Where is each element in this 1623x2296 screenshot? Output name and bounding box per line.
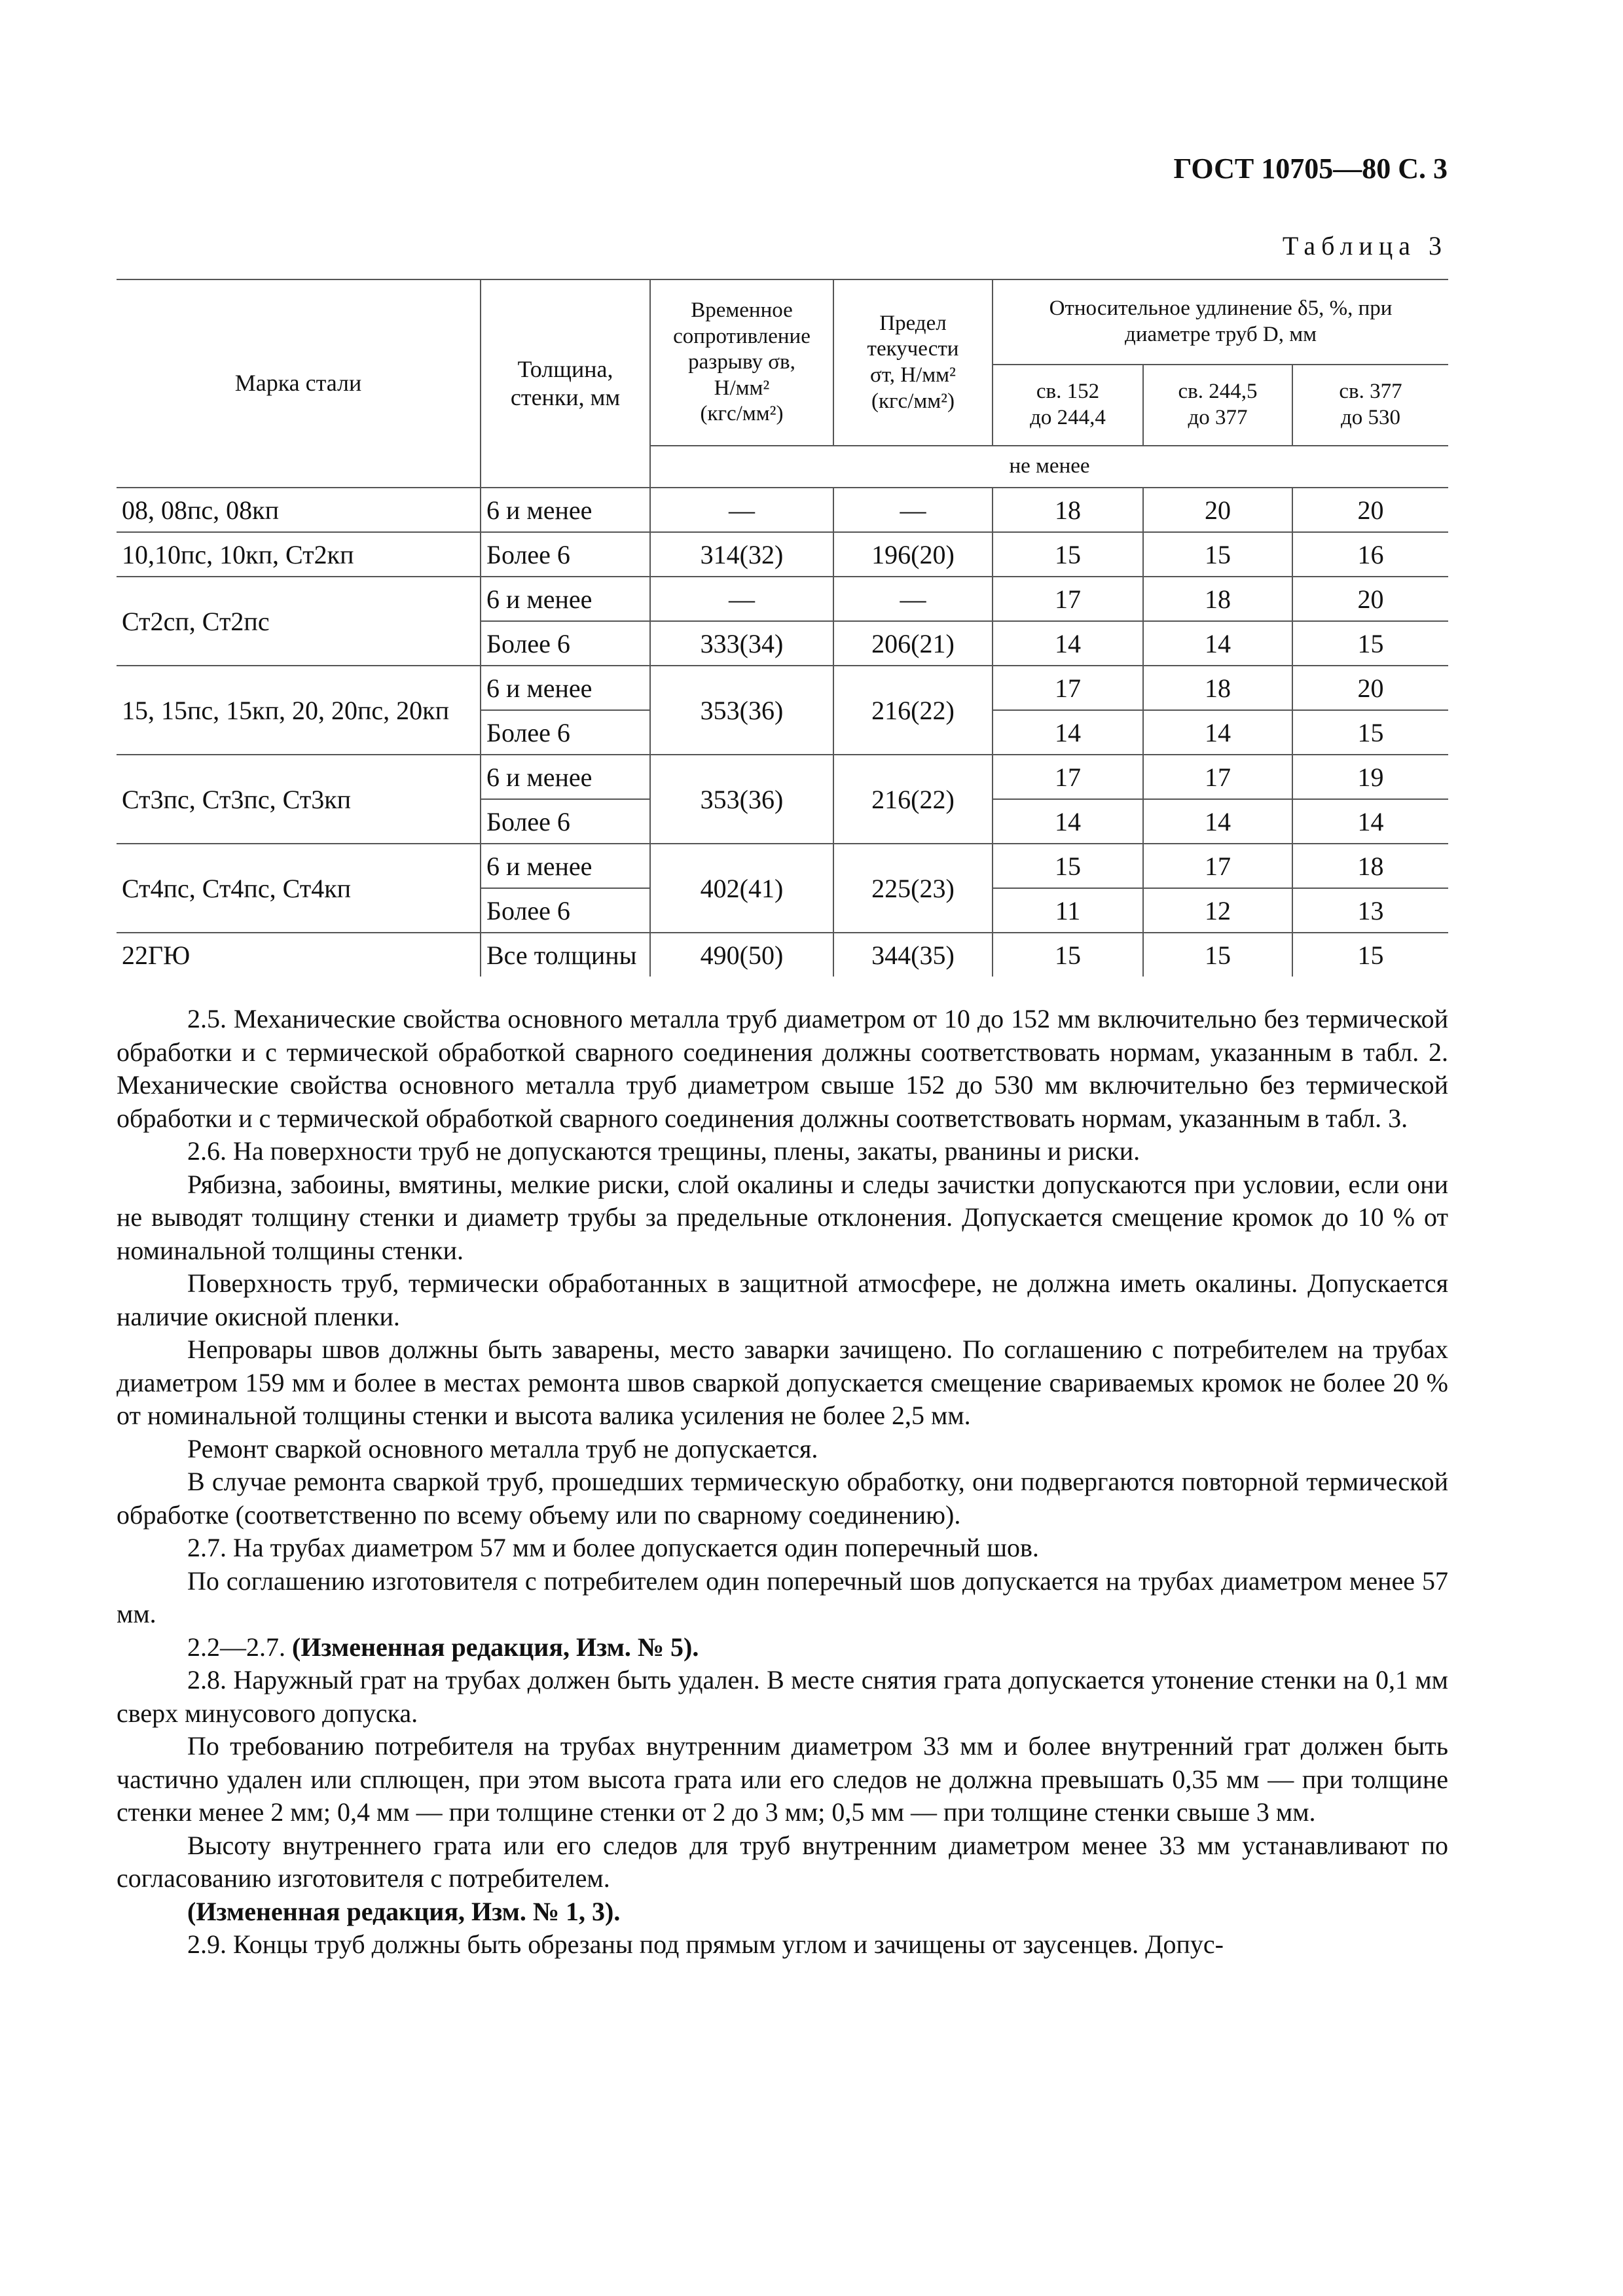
table-row [117, 532, 1448, 577]
cell-grade: 08, 08пс, 08кп [117, 488, 481, 532]
header-yield-strength: Предел текучести σт, Н/мм² (кгс/мм²) [833, 279, 993, 446]
table-row [117, 488, 1448, 532]
cell-elongation-3: 14 [1292, 799, 1448, 844]
cell-tensile: — [650, 577, 833, 621]
paragraph: 2.6. На поверхности труб не допускаются трещины, плены, закаты, рванины и риски. [187, 1136, 1140, 1166]
cell-thickness: 6 и менее [481, 755, 650, 799]
paragraph: 2.8. Наружный грат на трубах должен быть удален. В месте снятия грата допускается утонение стенки на 0,1 мм сверх минусового допуска. [117, 1665, 1448, 1728]
cell-elongation-1: 17 [993, 577, 1143, 621]
cell-thickness: Более 6 [481, 532, 650, 577]
cell-thickness: 6 и менее [481, 666, 650, 710]
paragraph: Непровары швов должны быть заварены, место заварки зачищено. По соглашению с потребителем на трубах диаметром 159 мм и более в местах ремонта швов сваркой допускается смещение свариваемых кромок не более 20 % от номинальной толщины стенки и высота валика усиления не более 2,5 мм. [117, 1335, 1448, 1430]
table-row [117, 755, 1448, 799]
paragraph: Рябизна, забоины, вмятины, мелкие риски, слой окалины и следы зачистки допускаются при условии, если они не выводят толщину стенки и диаметр трубы за предельные отклонения. Допускается смещение кромок до 10 % от номинальной толщины стенки. [117, 1169, 1448, 1265]
header-diameter-2: св. 244,5 до 377 [1143, 365, 1292, 446]
cell-elongation-1: 14 [993, 621, 1143, 666]
cell-grade: Ст2сп, Ст2пс [117, 577, 481, 666]
cell-yield: — [833, 488, 993, 532]
cell-yield: 344(35) [833, 933, 993, 977]
cell-elongation-3: 18 [1292, 844, 1448, 888]
cell-tensile: 490(50) [650, 933, 833, 977]
cell-elongation-2: 20 [1143, 488, 1292, 532]
table-caption: Таблица 3 [1282, 231, 1448, 260]
cell-elongation-1: 15 [993, 933, 1143, 977]
cell-elongation-3: 16 [1292, 532, 1448, 577]
cell-tensile: 402(41) [650, 844, 833, 933]
cell-thickness: Более 6 [481, 799, 650, 844]
cell-elongation-3: 15 [1292, 621, 1448, 666]
cell-yield: 196(20) [833, 532, 993, 577]
cell-elongation-1: 17 [993, 755, 1143, 799]
cell-elongation-2: 12 [1143, 888, 1292, 933]
cell-elongation-3: 20 [1292, 666, 1448, 710]
paragraph: 2.9. Концы труб должны быть обрезаны под прямым углом и зачищены от заусенцев. Допус- [187, 1929, 1224, 1959]
cell-elongation-2: 17 [1143, 755, 1292, 799]
cell-elongation-2: 15 [1143, 933, 1292, 977]
cell-tensile: 353(36) [650, 755, 833, 844]
cell-yield: 225(23) [833, 844, 993, 933]
cell-elongation-1: 15 [993, 532, 1143, 577]
cell-grade: 22ГЮ [117, 933, 481, 977]
paragraph: 2.7. На трубах диаметром 57 мм и более допускается один поперечный шов. [187, 1533, 1039, 1562]
cell-grade: 15, 15пс, 15кп, 20, 20пс, 20кп [117, 666, 481, 755]
paragraph: Высоту внутреннего грата или его следов для труб внутренним диаметром менее 33 мм устанавливают по согласованию изготовителя с потребителем. [117, 1830, 1448, 1893]
cell-elongation-3: 13 [1292, 888, 1448, 933]
paragraph: Поверхность труб, термически обработанных в защитной атмосфере, не должна иметь окалины. Допускается наличие окисной пленки. [117, 1268, 1448, 1331]
mechanical-properties-table [117, 279, 1448, 977]
body-text [117, 1003, 1448, 1962]
amendment-note: (Измененная редакция, Изм. № 1, 3). [187, 1896, 621, 1926]
paragraph: По соглашению изготовителя с потребителем один поперечный шов допускается на трубах диаметром менее 57 мм. [117, 1566, 1448, 1628]
header-min-note: не менее [650, 446, 1448, 488]
paragraph: В случае ремонта сваркой труб, прошедших термическую обработку, они подвергаются повторной термической обработке (соответственно по всему объему или по сварному соединению). [117, 1467, 1448, 1530]
cell-elongation-2: 18 [1143, 577, 1292, 621]
header-diameter-3: св. 377 до 530 [1292, 365, 1448, 446]
cell-elongation-1: 14 [993, 799, 1143, 844]
cell-elongation-3: 19 [1292, 755, 1448, 799]
cell-elongation-2: 14 [1143, 799, 1292, 844]
cell-elongation-3: 20 [1292, 488, 1448, 532]
cell-elongation-1: 15 [993, 844, 1143, 888]
header-tensile-strength: Временное сопротивление разрыву σв, Н/мм² (кгс/мм²) [650, 279, 833, 446]
table-row [117, 666, 1448, 710]
cell-thickness: 6 и менее [481, 577, 650, 621]
amendment-note [117, 1631, 1448, 1664]
table-row [117, 933, 1448, 977]
cell-elongation-3: 15 [1292, 710, 1448, 755]
cell-elongation-3: 20 [1292, 577, 1448, 621]
cell-elongation-2: 14 [1143, 621, 1292, 666]
cell-elongation-3: 15 [1292, 933, 1448, 977]
cell-elongation-1: 17 [993, 666, 1143, 710]
cell-elongation-1: 18 [993, 488, 1143, 532]
cell-thickness: 6 и менее [481, 488, 650, 532]
cell-tensile: — [650, 488, 833, 532]
cell-tensile: 314(32) [650, 532, 833, 577]
header-diameter-1: св. 152 до 244,4 [993, 365, 1143, 446]
cell-grade: 10,10пс, 10кп, Ст2кп [117, 532, 481, 577]
table-row [117, 577, 1448, 621]
cell-elongation-1: 11 [993, 888, 1143, 933]
cell-yield: 216(22) [833, 755, 993, 844]
cell-elongation-1: 14 [993, 710, 1143, 755]
cell-grade: Ст4пс, Ст4пс, Ст4кп [117, 844, 481, 933]
cell-grade: Ст3пс, Ст3пс, Ст3кп [117, 755, 481, 844]
page-header: ГОСТ 10705—80 С. 3 [1173, 152, 1448, 185]
cell-tensile: 333(34) [650, 621, 833, 666]
cell-yield: 216(22) [833, 666, 993, 755]
paragraph: 2.5. Механические свойства основного металла труб диаметром от 10 до 152 мм включительно без термической обработки и с термической обработкой сварного соединения должны соответствовать нормам, указанным в табл. 2. Механические свойства основного металла труб диаметром свыше 152 до 530 мм включительно без термической обработки и с термической обработкой сварного соединения должны соответствовать нормам, указанным в табл. 3. [117, 1004, 1448, 1133]
cell-elongation-2: 14 [1143, 710, 1292, 755]
header-thickness: Толщина, стенки, мм [481, 279, 650, 488]
paragraph: Ремонт сваркой основного металла труб не допускается. [187, 1433, 818, 1463]
cell-yield: 206(21) [833, 621, 993, 666]
cell-thickness: Более 6 [481, 888, 650, 933]
paragraph: По требованию потребителя на трубах внутренним диаметром 33 мм и более внутренний грат должен быть частично удален или сплющен, при этом высота грата или его следов не должна превышать 0,35 мм — при толщине стенки менее 2 мм; 0,4 мм — при толщине стенки от 2 до 3 мм; 0,5 мм — при толщине стенки свыше 3 мм. [117, 1731, 1448, 1827]
cell-thickness: 6 и менее [481, 844, 650, 888]
amendment-prefix: 2.2—2.7. [187, 1632, 285, 1662]
cell-elongation-2: 15 [1143, 532, 1292, 577]
cell-elongation-2: 17 [1143, 844, 1292, 888]
cell-elongation-2: 18 [1143, 666, 1292, 710]
table-row [117, 844, 1448, 888]
cell-yield: — [833, 577, 993, 621]
cell-tensile: 353(36) [650, 666, 833, 755]
header-grade: Марка стали [117, 279, 481, 488]
cell-thickness: Все толщины [481, 933, 650, 977]
cell-thickness: Более 6 [481, 710, 650, 755]
header-elongation: Относительное удлинение δ5, %, при диаметре труб D, мм [993, 279, 1448, 365]
amendment-text: (Измененная редакция, Изм. № 5). [292, 1632, 699, 1662]
cell-thickness: Более 6 [481, 621, 650, 666]
